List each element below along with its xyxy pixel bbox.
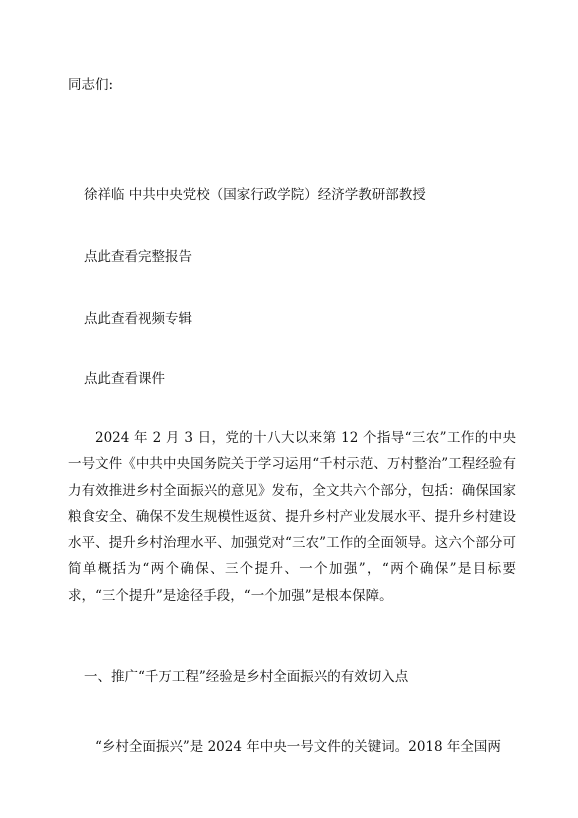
view-courseware-link[interactable]: 点此查看课件 <box>84 371 165 387</box>
view-video-album-link[interactable]: 点此查看视频专辑 <box>84 311 192 327</box>
body-paragraph-continued: “乡村全面振兴”是 2024 年中央一号文件的关键词。2018 年全国两 <box>95 739 501 755</box>
body-paragraph: 2024 年 2 月 3 日，党的十八大以来第 12 个指导“三农”工作的中央一号文件《中共中央国务院关于学习运用“千村示范、万村整治”工程经验有力有效推进乡村全面振兴的意见》发布，全文共六个部分，包括：确保国家粮食安全、确保不发生规模性返贫、提升乡村产业发展水平、提升乡村建设水平、提升乡村治理水平、加强党对“三农”工作的全面领导。这六个部分可简单概括为“两个确保、三个提升、一个加强”，“两个确保”是目标要求，“三个提升”是途径手段，“一个加强”是根本保障。 <box>68 430 516 604</box>
greeting-text: 同志们: <box>68 77 114 93</box>
view-full-report-link[interactable]: 点此查看完整报告 <box>84 249 192 265</box>
section-heading: 一、推广“千万工程”经验是乡村全面振兴的有效切入点 <box>84 669 409 685</box>
author-byline: 徐祥临 中共中央党校（国家行政学院）经济学教研部教授 <box>84 187 426 203</box>
